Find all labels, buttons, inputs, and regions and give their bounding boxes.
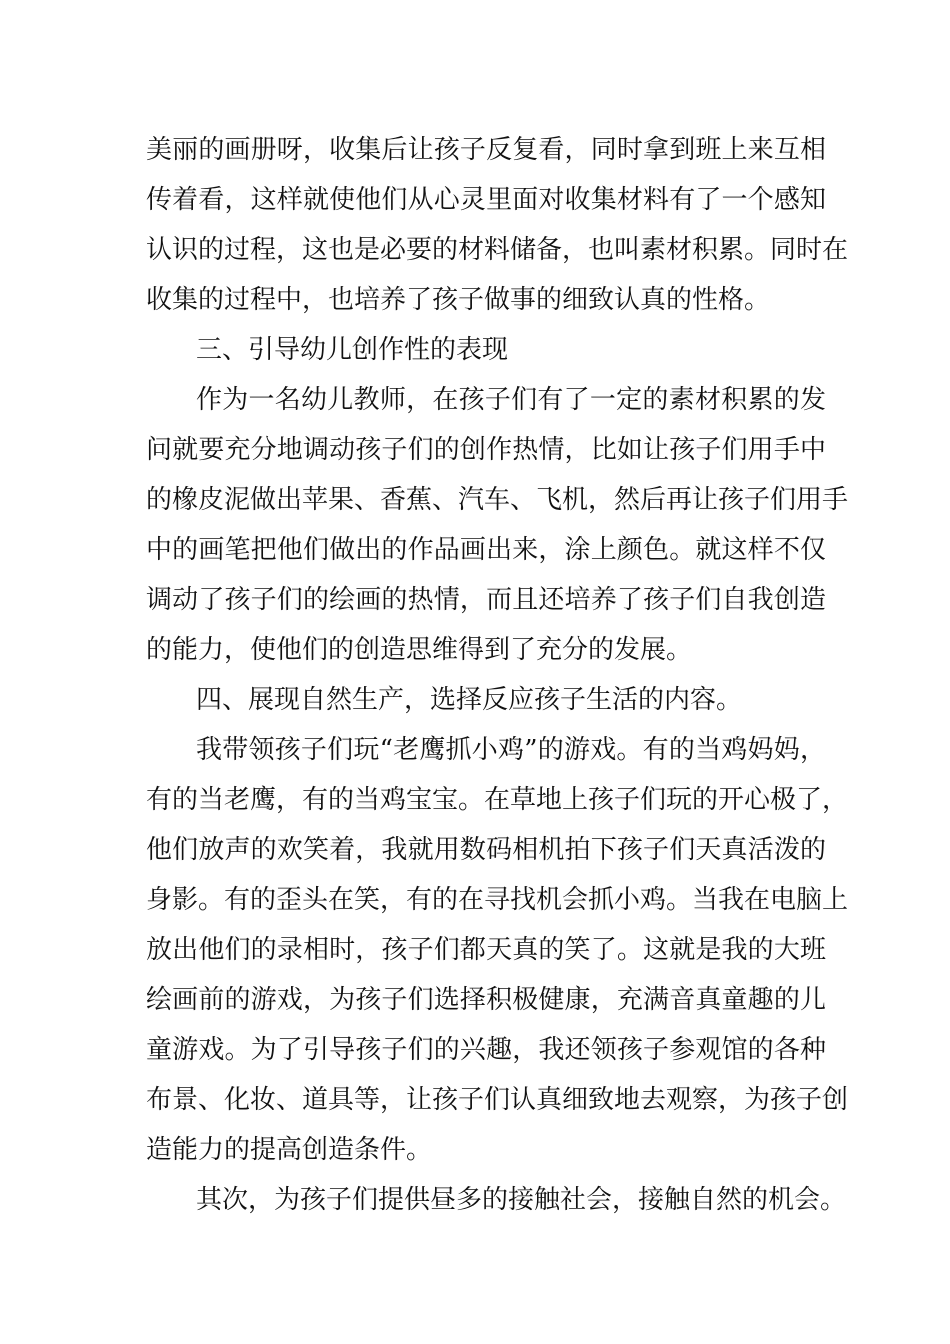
text-line: 的橡皮泥做出苹果、香蕉、汽车、飞机，然后再让孩子们用手 bbox=[146, 485, 849, 515]
section-heading: 四、展现自然生产，选择反应孩子生活的内容。 bbox=[196, 685, 743, 715]
text-line: 绘画前的游戏，为孩子们选择积极健康，充满音真童趣的儿 bbox=[146, 985, 826, 1015]
text-line: 我带领孩子们玩“老鹰抓小鸡”的游戏。有的当鸡妈妈， bbox=[196, 735, 826, 765]
text-line: 收集的过程中，也培养了孩子做事的细致认真的性格。 bbox=[146, 285, 771, 315]
text-line: 放出他们的录相时，孩子们都天真的笑了。这就是我的大班 bbox=[146, 935, 826, 965]
text-line: 中的画笔把他们做出的作品画出来，涂上颜色。就这样不仅 bbox=[146, 535, 826, 565]
text-line: 造能力的提高创造条件。 bbox=[146, 1135, 433, 1165]
text-line: 调动了孩子们的绘画的热情，而且还培养了孩子们自我创造 bbox=[146, 585, 826, 615]
text-line: 传着看，这样就使他们从心灵里面对收集材料有了一个感知 bbox=[146, 185, 826, 215]
text-line: 布景、化妆、道具等，让孩子们认真细致地去观察，为孩子创 bbox=[146, 1085, 849, 1115]
text-line: 问就要充分地调动孩子们的创作热情，比如让孩子们用手中 bbox=[146, 435, 826, 465]
text-line: 其次，为孩子们提供昼多的接触社会，接触自然的机会。 bbox=[196, 1185, 847, 1215]
text-line: 身影。有的歪头在笑，有的在寻找机会抓小鸡。当我在电脑上 bbox=[146, 885, 849, 915]
text-line: 童游戏。为了引导孩子们的兴趣，我还领孩子参观馆的各种 bbox=[146, 1035, 826, 1065]
text-line: 美丽的画册呀，收集后让孩子反复看，同时拿到班上来互相 bbox=[146, 135, 826, 165]
text-line: 有的当老鹰，有的当鸡宝宝。在草地上孩子们玩的开心极了， bbox=[146, 785, 849, 815]
text-line: 认识的过程，这也是必要的材料储备，也叫素材积累。同时在 bbox=[146, 235, 849, 265]
text-line: 他们放声的欢笑着，我就用数码相机拍下孩子们天真活泼的 bbox=[146, 835, 826, 865]
section-heading: 三、引导幼儿创作性的表现 bbox=[196, 335, 509, 365]
text-line: 的能力，使他们的创造思维得到了充分的发展。 bbox=[146, 635, 693, 665]
text-line: 作为一名幼儿教师，在孩子们有了一定的素材积累的发 bbox=[196, 385, 826, 415]
